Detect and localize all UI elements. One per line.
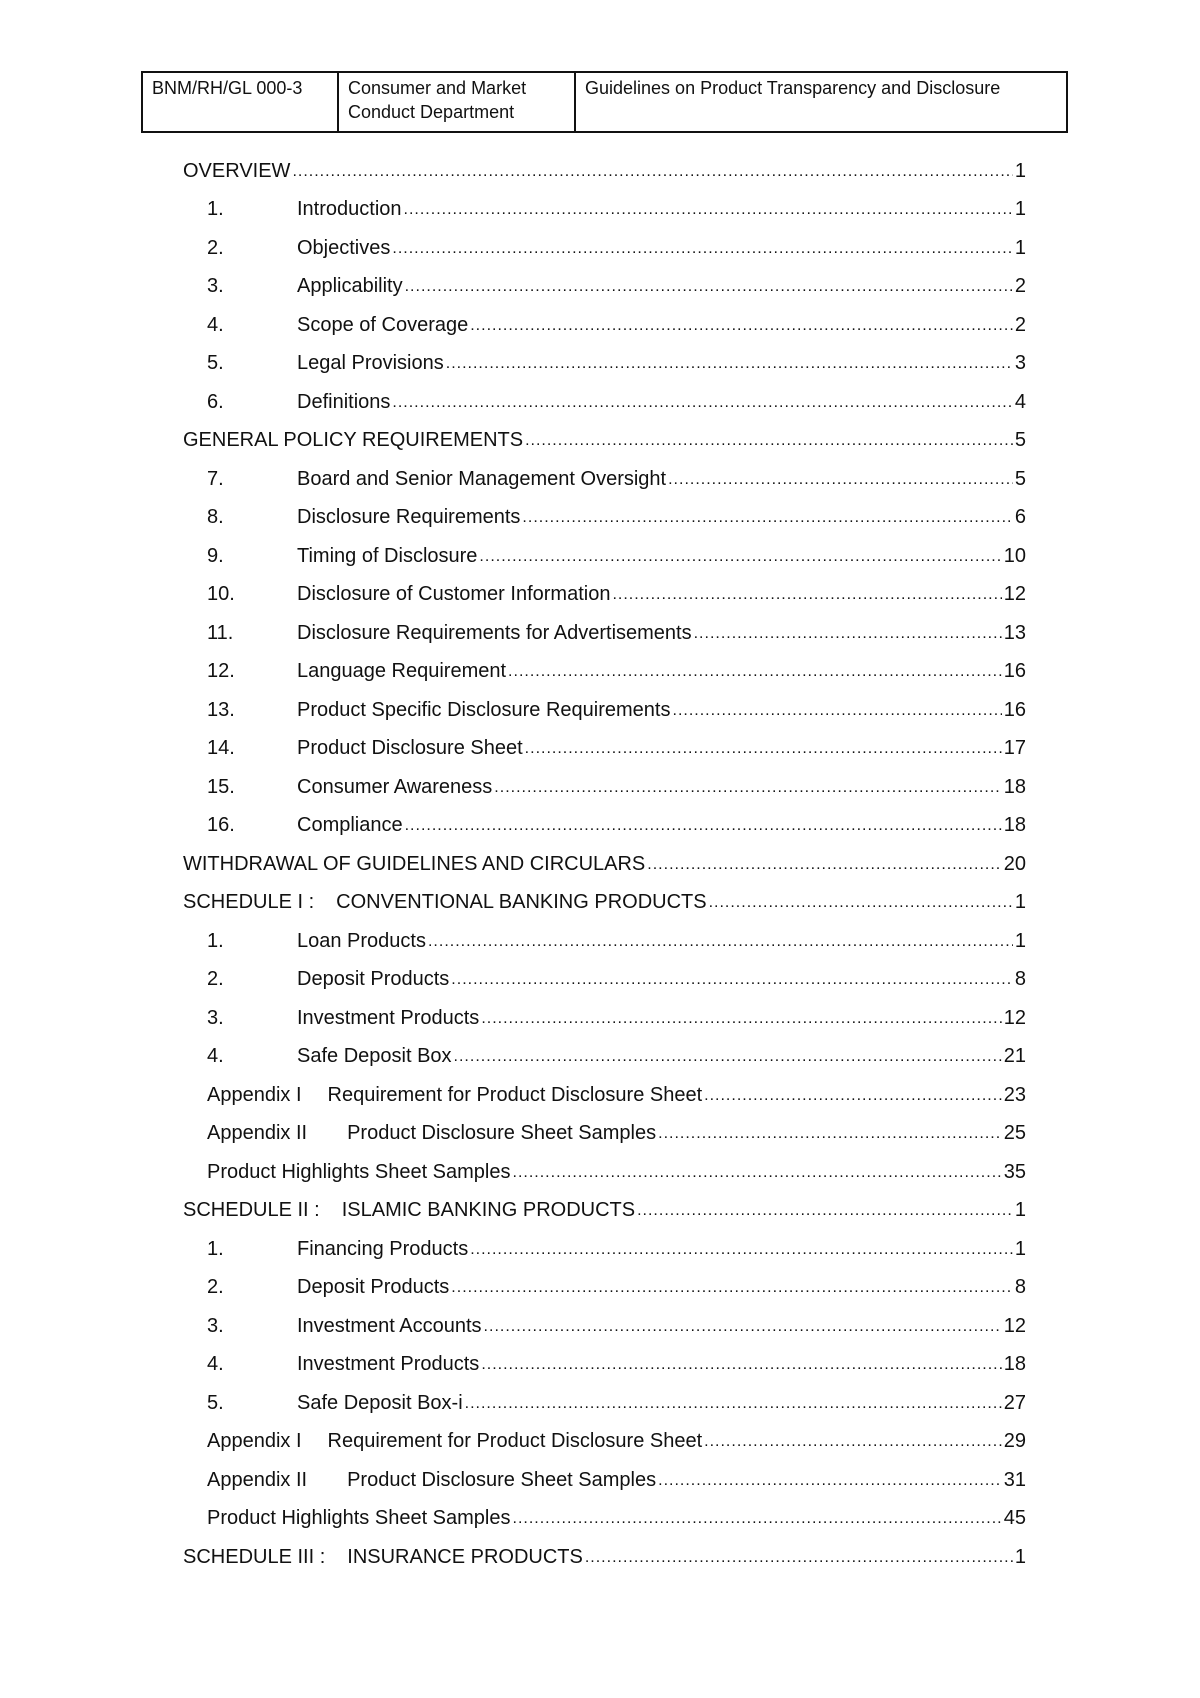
toc-entry[interactable] bbox=[183, 422, 1026, 461]
toc-entry[interactable] bbox=[183, 229, 1026, 268]
document-header bbox=[141, 71, 1068, 133]
toc-entry-number: 14. bbox=[207, 737, 235, 760]
toc-leader-dots bbox=[673, 698, 1002, 730]
toc-entry-number: 2. bbox=[207, 968, 224, 991]
toc-entry-title: Introduction bbox=[297, 198, 402, 221]
toc-entry[interactable] bbox=[183, 1038, 1026, 1077]
toc-page-number: 45 bbox=[1003, 1507, 1026, 1530]
toc-leader-dots bbox=[637, 1198, 1013, 1230]
toc-entry-title: Board and Senior Management Oversight bbox=[297, 467, 667, 490]
toc-page-number: 1 bbox=[1014, 929, 1026, 952]
toc-entry[interactable] bbox=[183, 653, 1026, 692]
toc-leader-dots bbox=[451, 967, 1013, 999]
toc-entry[interactable] bbox=[183, 999, 1026, 1038]
toc-entry-title: Loan Products bbox=[297, 929, 426, 952]
toc-leader-dots bbox=[451, 1275, 1013, 1307]
toc-leader-dots bbox=[658, 1468, 1002, 1500]
toc-entry[interactable] bbox=[183, 1076, 1026, 1115]
toc-entry[interactable] bbox=[183, 268, 1026, 307]
toc-entry[interactable] bbox=[183, 1384, 1026, 1423]
toc-leader-dots bbox=[668, 467, 1013, 499]
toc-page-number: 1 bbox=[1014, 236, 1026, 259]
toc-leader-dots bbox=[404, 197, 1013, 229]
toc-entry-number: 8. bbox=[207, 506, 224, 529]
toc-entry-number: 4. bbox=[207, 1045, 224, 1068]
toc-entry[interactable] bbox=[183, 460, 1026, 499]
toc-entry-number: 5. bbox=[207, 352, 224, 375]
toc-entry[interactable] bbox=[183, 383, 1026, 422]
toc-entry-title: Investment Products bbox=[297, 1353, 480, 1376]
toc-entry[interactable] bbox=[183, 1307, 1026, 1346]
toc-page-number: 4 bbox=[1014, 390, 1026, 413]
toc-entry[interactable] bbox=[183, 499, 1026, 538]
toc-entry-number: 6. bbox=[207, 390, 224, 413]
toc-page-number: 18 bbox=[1003, 814, 1026, 837]
toc-entry-title: Scope of Coverage bbox=[297, 313, 469, 336]
toc-entry[interactable] bbox=[183, 1230, 1026, 1269]
toc-leader-dots bbox=[446, 351, 1013, 383]
toc-entry-title: CONVENTIONAL BANKING PRODUCTS bbox=[336, 891, 707, 914]
toc-entry[interactable] bbox=[183, 768, 1026, 807]
toc-page-number: 1 bbox=[1014, 1199, 1026, 1222]
toc-entry-title: OVERVIEW bbox=[183, 159, 291, 182]
toc-leader-dots bbox=[513, 1160, 1002, 1192]
toc-entry-title: Product Disclosure Sheet Samples bbox=[347, 1468, 657, 1491]
toc-page-number: 35 bbox=[1003, 1160, 1026, 1183]
toc-entry[interactable] bbox=[183, 1269, 1026, 1308]
toc-entry[interactable] bbox=[183, 1115, 1026, 1154]
toc-leader-dots bbox=[704, 1083, 1002, 1115]
toc-entry-title: Compliance bbox=[297, 814, 403, 837]
toc-leader-dots bbox=[479, 544, 1001, 576]
toc-entry-title: Requirement for Product Disclosure Sheet bbox=[327, 1430, 703, 1453]
toc-leader-dots bbox=[704, 1429, 1002, 1461]
toc-entry-title: Requirement for Product Disclosure Sheet bbox=[327, 1083, 703, 1106]
toc-leader-dots bbox=[658, 1121, 1002, 1153]
toc-page-number: 5 bbox=[1014, 429, 1026, 452]
toc-entry-number: 5. bbox=[207, 1391, 224, 1414]
toc-leader-dots bbox=[585, 1545, 1013, 1577]
toc-page-number: 16 bbox=[1003, 698, 1026, 721]
toc-leader-dots bbox=[694, 621, 1002, 653]
toc-entry-number: 10. bbox=[207, 583, 235, 606]
toc-leader-dots bbox=[494, 775, 1001, 807]
toc-leader-dots bbox=[525, 736, 1002, 768]
toc-entry[interactable] bbox=[183, 1192, 1026, 1231]
toc-entry-number: 11. bbox=[207, 621, 234, 644]
toc-entry-title: Product Highlights Sheet Samples bbox=[207, 1507, 511, 1530]
toc-leader-dots bbox=[454, 1044, 1002, 1076]
toc-page-number: 10 bbox=[1003, 544, 1026, 567]
toc-entry-number: 1. bbox=[207, 929, 224, 952]
toc-entry-title: Language Requirement bbox=[297, 660, 507, 683]
table-of-contents bbox=[183, 152, 1026, 1577]
department-name: Consumer and Market Conduct Department bbox=[339, 73, 576, 131]
toc-entry-number: 3. bbox=[207, 1006, 224, 1029]
toc-leader-dots bbox=[481, 1006, 1001, 1038]
toc-leader-dots bbox=[484, 1314, 1002, 1346]
toc-entry-title: GENERAL POLICY REQUIREMENTS bbox=[183, 429, 524, 452]
toc-leader-dots bbox=[405, 813, 1002, 845]
toc-leader-dots bbox=[405, 274, 1013, 306]
toc-entry-title: Deposit Products bbox=[297, 1276, 450, 1299]
toc-entry[interactable] bbox=[183, 691, 1026, 730]
toc-entry-prefix: Appendix I bbox=[207, 1083, 302, 1106]
toc-entry-prefix: Appendix II bbox=[207, 1468, 308, 1491]
toc-page-number: 13 bbox=[1003, 621, 1026, 644]
toc-leader-dots bbox=[647, 852, 1001, 884]
toc-entry-title: Financing Products bbox=[297, 1237, 469, 1260]
toc-page-number: 6 bbox=[1014, 506, 1026, 529]
document-code: BNM/RH/GL 000-3 bbox=[143, 73, 339, 131]
toc-leader-dots bbox=[428, 929, 1013, 961]
toc-page-number: 29 bbox=[1003, 1430, 1026, 1453]
toc-entry-title: Product Disclosure Sheet bbox=[297, 737, 523, 760]
toc-entry[interactable] bbox=[183, 345, 1026, 384]
toc-page-number: 18 bbox=[1003, 775, 1026, 798]
toc-entry-number: 13. bbox=[207, 698, 235, 721]
toc-entry-title: Safe Deposit Box-i bbox=[297, 1391, 463, 1414]
toc-page-number: 5 bbox=[1014, 467, 1026, 490]
toc-page-number: 27 bbox=[1003, 1391, 1026, 1414]
toc-entry[interactable] bbox=[183, 1346, 1026, 1385]
toc-entry-title: Disclosure Requirements for Advertisements bbox=[297, 621, 692, 644]
toc-schedule-prefix: SCHEDULE III : bbox=[183, 1545, 326, 1568]
toc-entry-number: 2. bbox=[207, 1276, 224, 1299]
toc-entry[interactable] bbox=[183, 614, 1026, 653]
toc-page-number: 12 bbox=[1003, 1314, 1026, 1337]
toc-leader-dots bbox=[392, 390, 1012, 422]
toc-entry-title: ISLAMIC BANKING PRODUCTS bbox=[341, 1199, 636, 1222]
toc-entry-title: WITHDRAWAL OF GUIDELINES AND CIRCULARS bbox=[183, 852, 646, 875]
toc-page-number: 18 bbox=[1003, 1353, 1026, 1376]
toc-leader-dots bbox=[470, 1237, 1013, 1269]
toc-entry[interactable] bbox=[183, 807, 1026, 846]
toc-entry-number: 4. bbox=[207, 313, 224, 336]
toc-page-number: 1 bbox=[1014, 1237, 1026, 1260]
toc-entry-title: INSURANCE PRODUCTS bbox=[347, 1545, 583, 1568]
toc-page-number: 12 bbox=[1003, 583, 1026, 606]
toc-page-number: 2 bbox=[1014, 275, 1026, 298]
toc-leader-dots bbox=[525, 428, 1013, 460]
toc-entry[interactable] bbox=[183, 537, 1026, 576]
toc-page-number: 8 bbox=[1014, 1276, 1026, 1299]
toc-entry[interactable] bbox=[183, 306, 1026, 345]
toc-entry-number: 1. bbox=[207, 1237, 224, 1260]
toc-page-number: 8 bbox=[1014, 968, 1026, 991]
toc-entry-title: Objectives bbox=[297, 236, 391, 259]
toc-entry[interactable] bbox=[183, 884, 1026, 923]
toc-entry-title: Product Highlights Sheet Samples bbox=[207, 1160, 511, 1183]
toc-page-number: 21 bbox=[1003, 1045, 1026, 1068]
toc-entry-title: Disclosure of Customer Information bbox=[297, 583, 611, 606]
toc-page-number: 17 bbox=[1003, 737, 1026, 760]
toc-entry-number: 12. bbox=[207, 660, 235, 683]
toc-entry-number: 15. bbox=[207, 775, 235, 798]
toc-entry-title: Timing of Disclosure bbox=[297, 544, 478, 567]
toc-leader-dots bbox=[709, 890, 1013, 922]
toc-page-number: 31 bbox=[1003, 1468, 1026, 1491]
toc-entry[interactable] bbox=[183, 1461, 1026, 1500]
toc-entry[interactable] bbox=[183, 576, 1026, 615]
toc-entry-title: Investment Products bbox=[297, 1006, 480, 1029]
toc-leader-dots bbox=[513, 1506, 1002, 1538]
toc-entry[interactable] bbox=[183, 730, 1026, 769]
toc-entry[interactable] bbox=[183, 922, 1026, 961]
toc-entry[interactable] bbox=[183, 152, 1026, 191]
toc-page-number: 3 bbox=[1014, 352, 1026, 375]
toc-leader-dots bbox=[522, 505, 1012, 537]
toc-entry-number: 2. bbox=[207, 236, 224, 259]
toc-entry-title: Legal Provisions bbox=[297, 352, 444, 375]
toc-page-number: 25 bbox=[1003, 1122, 1026, 1145]
toc-entry-title: Applicability bbox=[297, 275, 403, 298]
toc-entry-number: 3. bbox=[207, 1314, 224, 1337]
toc-leader-dots bbox=[481, 1352, 1001, 1384]
toc-entry-number: 1. bbox=[207, 198, 224, 221]
toc-leader-dots bbox=[612, 582, 1001, 614]
toc-entry-title: Deposit Products bbox=[297, 968, 450, 991]
toc-schedule-prefix: SCHEDULE I : bbox=[183, 891, 315, 914]
toc-entry[interactable] bbox=[183, 1153, 1026, 1192]
toc-leader-dots bbox=[292, 159, 1012, 191]
toc-entry-title: Definitions bbox=[297, 390, 391, 413]
toc-leader-dots bbox=[392, 236, 1013, 268]
toc-page-number: 1 bbox=[1014, 159, 1026, 182]
toc-page-number: 1 bbox=[1014, 198, 1026, 221]
toc-entry-title: Consumer Awareness bbox=[297, 775, 493, 798]
toc-entry-title: Safe Deposit Box bbox=[297, 1045, 452, 1068]
toc-leader-dots bbox=[470, 313, 1013, 345]
toc-entry-prefix: Appendix II bbox=[207, 1122, 308, 1145]
toc-entry-number: 4. bbox=[207, 1353, 224, 1376]
toc-entry[interactable] bbox=[183, 845, 1026, 884]
toc-entry-number: 9. bbox=[207, 544, 224, 567]
toc-entry[interactable] bbox=[183, 961, 1026, 1000]
toc-leader-dots bbox=[465, 1391, 1002, 1423]
document-title: Guidelines on Product Transparency and Disclosure bbox=[585, 78, 1001, 98]
toc-page-number: 16 bbox=[1003, 660, 1026, 683]
toc-entry-title: Investment Accounts bbox=[297, 1314, 482, 1337]
toc-leader-dots bbox=[508, 659, 1002, 691]
toc-entry-number: 3. bbox=[207, 275, 224, 298]
toc-entry-title: Product Specific Disclosure Requirements bbox=[297, 698, 671, 721]
toc-entry[interactable] bbox=[183, 191, 1026, 230]
toc-page-number: 1 bbox=[1014, 891, 1026, 914]
toc-page-number: 23 bbox=[1003, 1083, 1026, 1106]
toc-page-number: 12 bbox=[1003, 1006, 1026, 1029]
toc-entry-number: 16. bbox=[207, 814, 235, 837]
toc-entry-title: Disclosure Requirements bbox=[297, 506, 521, 529]
toc-entry[interactable] bbox=[183, 1500, 1026, 1539]
toc-entry[interactable] bbox=[183, 1423, 1026, 1462]
toc-page-number: 20 bbox=[1003, 852, 1026, 875]
toc-entry-prefix: Appendix I bbox=[207, 1430, 302, 1453]
toc-entry-title: Product Disclosure Sheet Samples bbox=[347, 1122, 657, 1145]
toc-schedule-prefix: SCHEDULE II : bbox=[183, 1199, 320, 1222]
toc-page-number: 1 bbox=[1014, 1545, 1026, 1568]
toc-entry[interactable] bbox=[183, 1538, 1026, 1577]
toc-entry-number: 7. bbox=[207, 467, 224, 490]
toc-page-number: 2 bbox=[1014, 313, 1026, 336]
